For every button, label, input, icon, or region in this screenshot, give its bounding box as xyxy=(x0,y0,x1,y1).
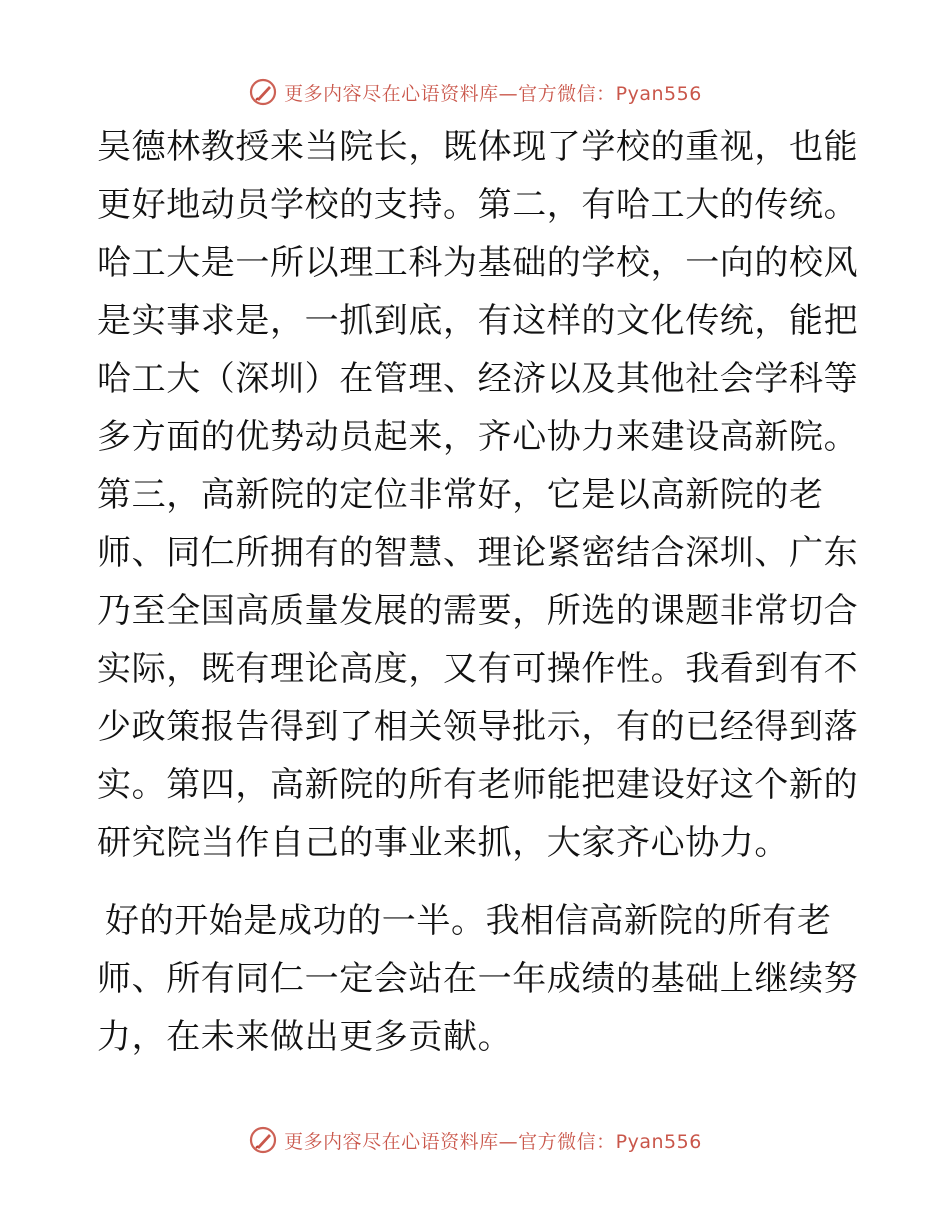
text-line: 哈工大是一所以理工科为基础的学校，一向的校风 xyxy=(97,243,859,283)
text-line: 研究院当作自己的事业来抓，大家齐心协力。 xyxy=(97,823,789,863)
paragraph-2 xyxy=(97,892,857,1066)
text-line: 实际，既有理论高度，又有可操作性。我看到有不 xyxy=(97,649,859,689)
header-watermark-banner xyxy=(0,72,950,112)
wechat-id: Pyan556 xyxy=(615,1130,702,1153)
watermark-text: 更多内容尽在心语资料库—官方微信：Pyan556 xyxy=(284,1130,702,1153)
text-line: 实。第四，高新院的所有老师能把建设好这个新的 xyxy=(97,765,859,805)
quill-logo-icon xyxy=(248,1125,278,1155)
document-body xyxy=(97,118,857,1066)
text-line: 少政策报告得到了相关领导批示，有的已经得到落 xyxy=(97,707,859,747)
text-line: 多方面的优势动员起来，齐心协力来建设高新院。 xyxy=(97,417,859,457)
wechat-id: Pyan556 xyxy=(615,82,702,105)
text-line: 好的开始是成功的一半。我相信高新院的所有老 xyxy=(105,901,832,941)
text-line: 是实事求是，一抓到底，有这样的文化传统，能把 xyxy=(97,301,859,341)
text-line: 第三，高新院的定位非常好，它是以高新院的老 xyxy=(97,475,824,515)
text-line: 师、所有同仁一定会站在一年成绩的基础上继续努 xyxy=(97,959,859,999)
quill-logo-icon xyxy=(248,77,278,107)
watermark-text: 更多内容尽在心语资料库—官方微信：Pyan556 xyxy=(284,82,702,105)
text-line: 吴德林教授来当院长，既体现了学校的重视，也能 xyxy=(97,127,859,167)
text-line: 哈工大（深圳）在管理、经济以及其他社会学科等 xyxy=(97,359,859,399)
text-line: 师、同仁所拥有的智慧、理论紧密结合深圳、广东 xyxy=(97,533,859,573)
text-line: 更好地动员学校的支持。第二，有哈工大的传统。 xyxy=(97,185,859,225)
text-line: 乃至全国高质量发展的需要，所选的课题非常切合 xyxy=(97,591,859,631)
text-line: 力，在未来做出更多贡献。 xyxy=(97,1017,513,1057)
paragraph-1 xyxy=(97,118,857,872)
footer-watermark-banner xyxy=(0,1120,950,1160)
